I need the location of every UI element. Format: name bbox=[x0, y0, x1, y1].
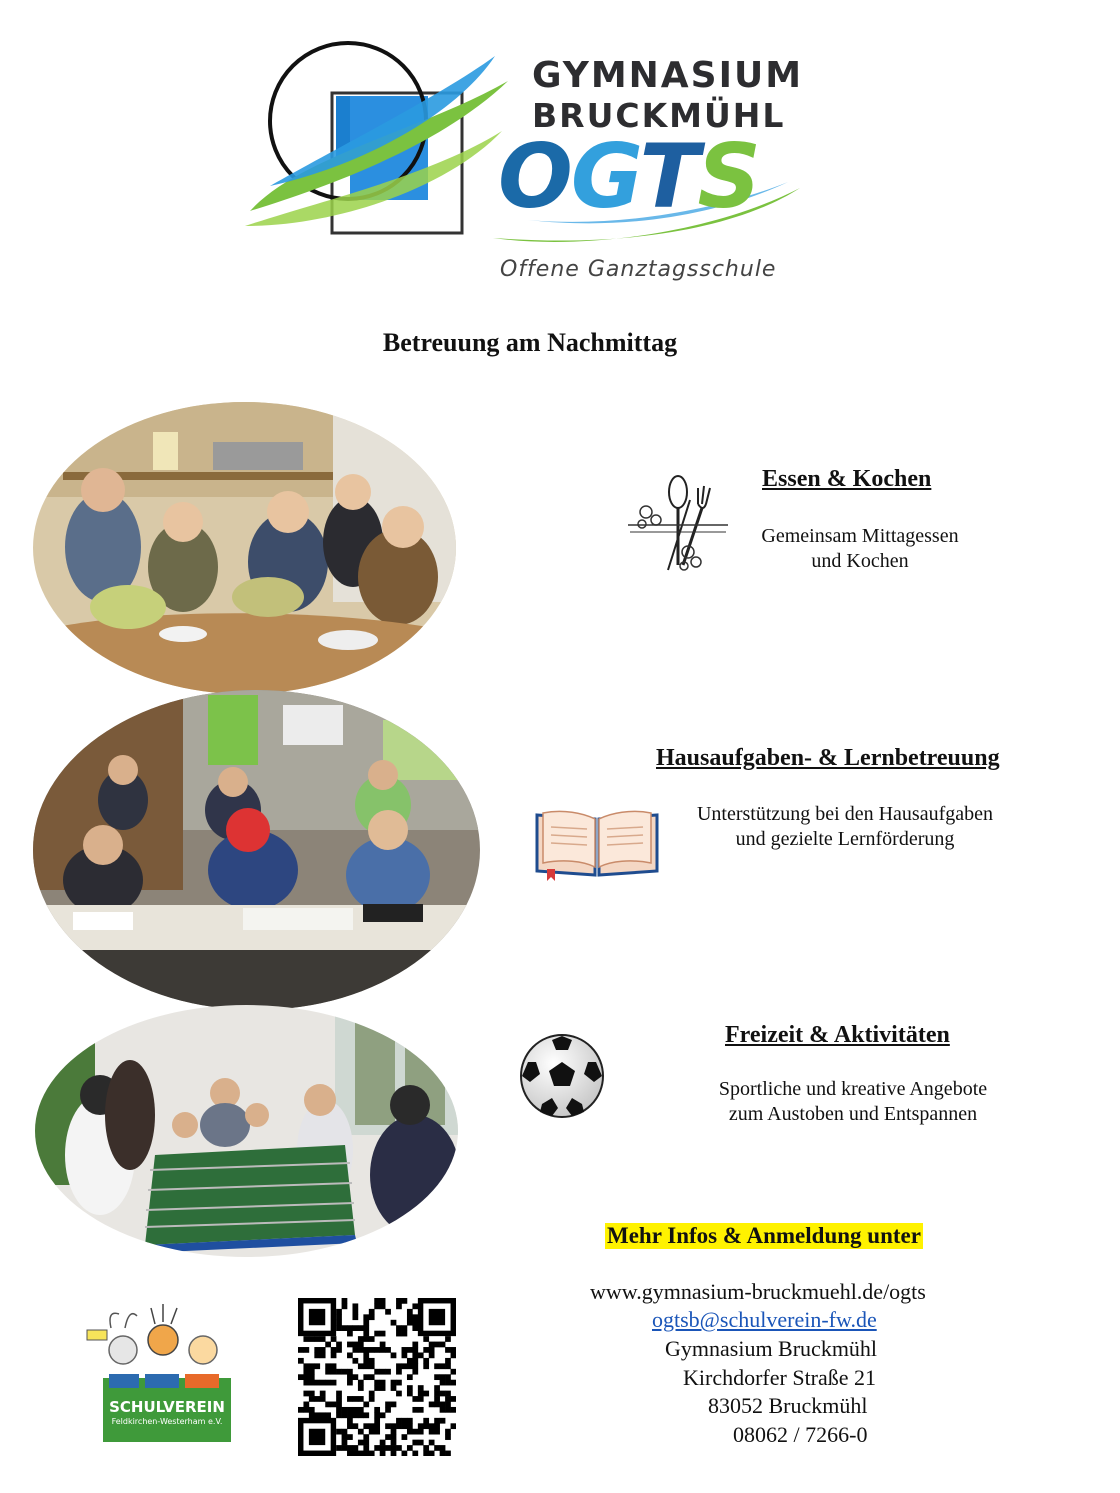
section-desc-hausaufgaben: Unterstützung bei den Hausaufgaben und gezielte Lernförderung bbox=[696, 803, 993, 850]
page-heading: Betreuung am Nachmittag bbox=[382, 328, 678, 357]
section-desc-freizeit: Sportliche und kreative Angebote zum Austoben und Entspannen bbox=[718, 1078, 988, 1125]
website-text: www.gymnasium-bruckmuehl.de/ogts bbox=[590, 1279, 926, 1304]
street-address: Kirchdorfer Straße 21 bbox=[683, 1365, 877, 1390]
school-name: Gymnasium Bruckmühl bbox=[665, 1336, 878, 1361]
schulverein-logo bbox=[85, 1300, 235, 1445]
phone-number: 08062 / 7266-0 bbox=[733, 1422, 868, 1447]
schulverein-name: SCHULVEREIN bbox=[109, 1398, 225, 1416]
qr-code bbox=[298, 1298, 456, 1456]
book-icon bbox=[533, 805, 661, 883]
section-title-essen: Essen & Kochen bbox=[762, 466, 932, 492]
cutlery-icon bbox=[628, 470, 728, 580]
soccer-ball-icon bbox=[518, 1032, 606, 1120]
schulverein-subtitle: Feldkirchen-Westerham e.V. bbox=[111, 1417, 223, 1426]
section-title-freizeit: Freizeit & Aktivitäten bbox=[725, 1022, 950, 1048]
logo-ogts-wordmark: OGTS bbox=[498, 125, 759, 228]
logo-tagline: Offene Ganztagsschule bbox=[500, 257, 777, 282]
section-title-hausaufgaben: Hausaufgaben- & Lernbetreuung bbox=[656, 745, 1000, 771]
cooking-photo bbox=[33, 402, 456, 694]
logo-school-name-line2: BRUCKMÜHL bbox=[532, 96, 786, 135]
leisure-photo bbox=[35, 1005, 458, 1257]
section-desc-essen: Gemeinsam Mittagessen und Kochen bbox=[761, 525, 959, 572]
info-heading: Mehr Infos & Anmeldung unter bbox=[607, 1223, 921, 1248]
homework-photo bbox=[33, 690, 480, 1010]
email-link[interactable]: ogtsb@schulverein-fw.de bbox=[652, 1307, 877, 1332]
logo-school-name-line1: GYMNASIUM bbox=[532, 55, 804, 96]
ogts-logo-mark bbox=[240, 36, 510, 241]
city-address: 83052 Bruckmühl bbox=[708, 1393, 868, 1418]
